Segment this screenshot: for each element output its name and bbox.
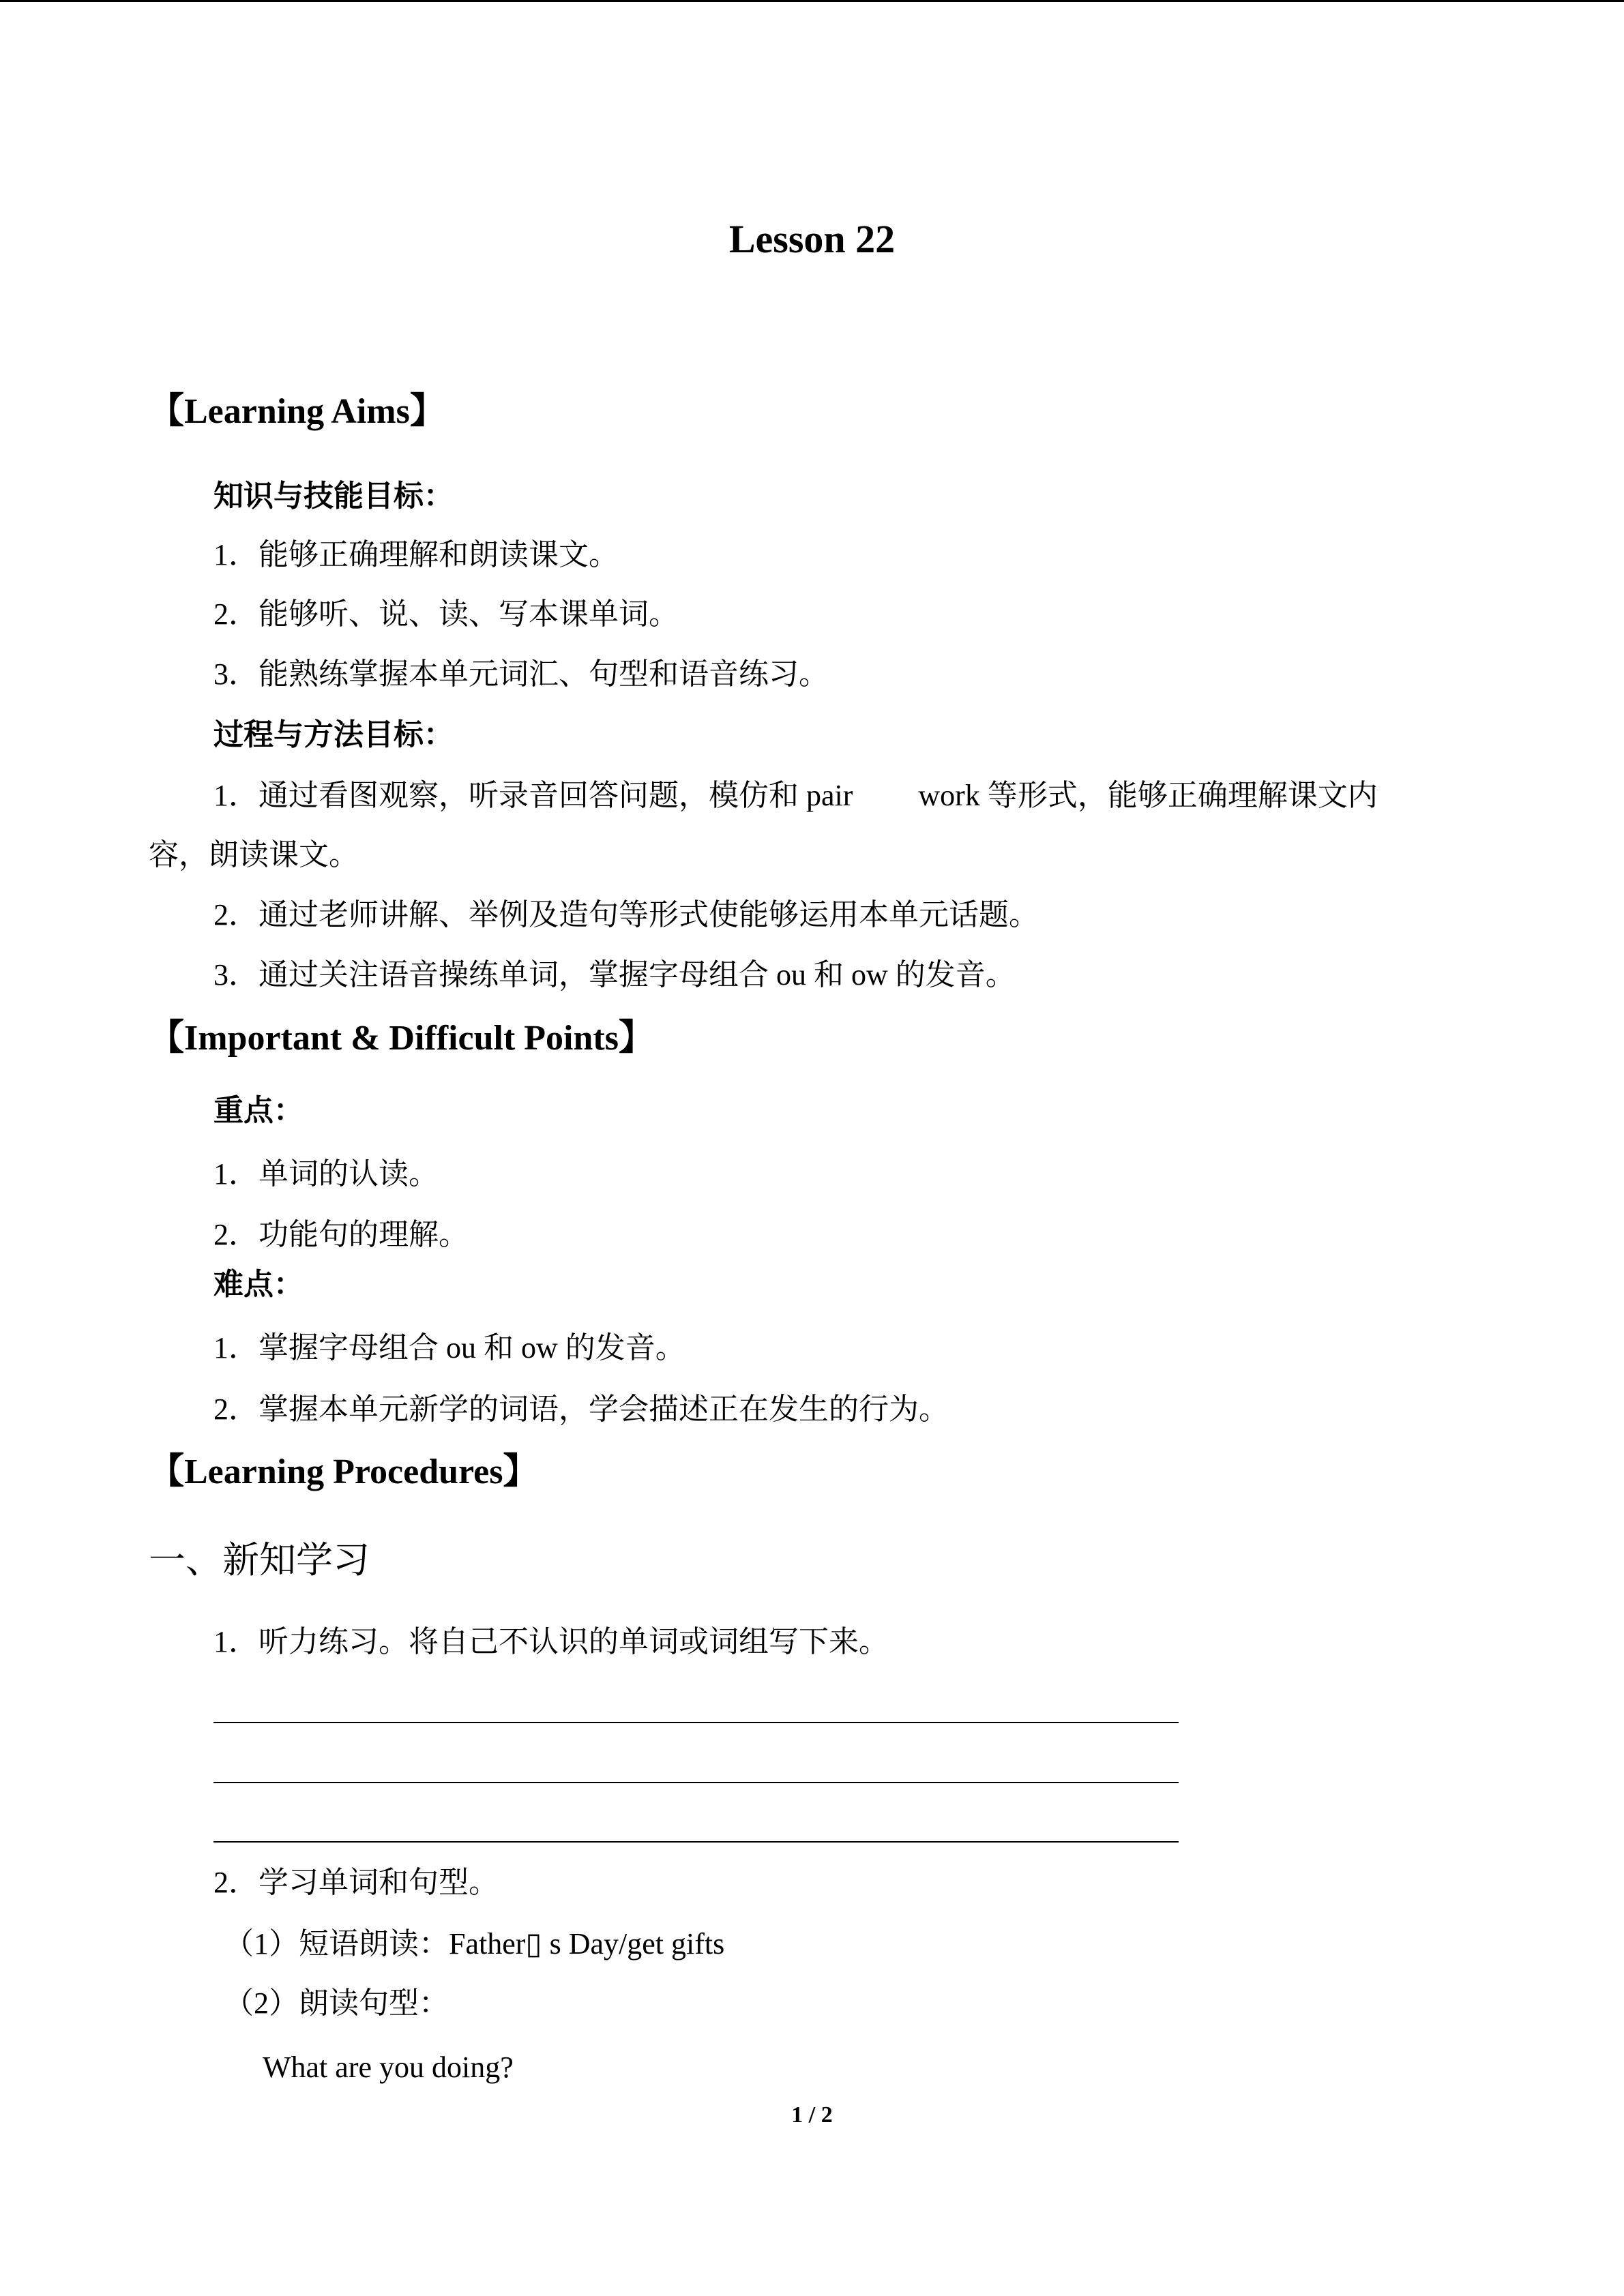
new-knowledge-section: 一、新知学习 [149, 1540, 370, 1581]
answer-line-1[interactable] [213, 1722, 1179, 1723]
page-top-border [0, 0, 1624, 2]
knowledge-item-2: 2．能够听、说、读、写本课单词。 [213, 597, 679, 631]
process-item-1-part2: work 等形式，能够正确理解课文内 [918, 779, 1378, 812]
task-1-listening: 1．听力练习。将自己不认识的单词或词组写下来。 [213, 1625, 889, 1658]
page-number: 1 / 2 [791, 2102, 833, 2128]
procedures-heading: 【Learning Procedures】 [149, 1452, 539, 1491]
process-item-1 [213, 781, 1378, 811]
key-item-2: 2．功能句的理解。 [213, 1218, 469, 1251]
example-sentence: What are you doing? [263, 2051, 514, 2084]
process-item-1-continuation: 容，朗读课文。 [149, 838, 359, 871]
page-title: Lesson 22 [728, 217, 896, 261]
process-item-3: 3．通过关注语音操练单词，掌握字母组合 ou 和 ow 的发音。 [213, 958, 1016, 992]
key-points-heading: 重点： [213, 1094, 304, 1127]
answer-line-3[interactable] [213, 1841, 1179, 1843]
phrase-reading: （1）短语朗读：Father▯ s Day/get gifts [224, 1927, 725, 1960]
difficult-item-2: 2．掌握本单元新学的词语，学会描述正在发生的行为。 [213, 1392, 949, 1426]
sentence-reading: （2）朗读句型： [224, 1986, 449, 2020]
process-item-1-part1: 1．通过看图观察，听录音回答问题，模仿和 pair [213, 779, 853, 812]
learning-aims-heading: 【Learning Aims】 [149, 392, 445, 431]
key-item-1: 1．单词的认读。 [213, 1157, 439, 1191]
points-heading: 【Important & Difficult Points】 [149, 1019, 654, 1058]
process-methods-heading: 过程与方法目标： [213, 718, 454, 751]
task-2-vocabulary: 2．学习单词和句型。 [213, 1866, 499, 1899]
difficult-points-heading: 难点： [213, 1268, 304, 1301]
difficult-item-1: 1．掌握字母组合 ou 和 ow 的发音。 [213, 1331, 685, 1365]
knowledge-item-3: 3．能熟练掌握本单元词汇、句型和语音练习。 [213, 657, 829, 691]
knowledge-item-1: 1．能够正确理解和朗读课文。 [213, 538, 619, 571]
answer-line-2[interactable] [213, 1782, 1179, 1783]
process-item-2: 2．通过老师讲解、举例及造句等形式使能够运用本单元话题。 [213, 898, 1039, 931]
knowledge-skills-heading: 知识与技能目标： [213, 479, 454, 513]
